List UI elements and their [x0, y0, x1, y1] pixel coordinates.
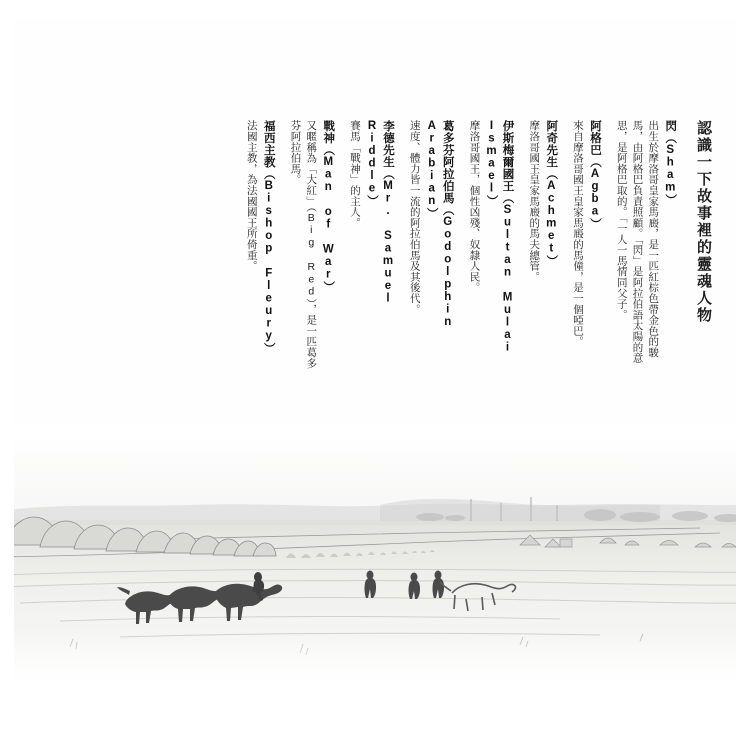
character-name: 李德先生（Mr. Samuel Riddle）: [366, 120, 394, 305]
page-top-margin: [0, 0, 750, 18]
character-description: 賽馬「戰神」的主人。: [349, 120, 361, 228]
character-entry-1: [569, 120, 603, 370]
character-entry-6: [287, 120, 337, 370]
character-entry-4: [406, 120, 456, 370]
character-name: 福西主教（Bishop Fleury）: [262, 120, 275, 355]
page-title: 認識一下故事裡的靈魂人物: [695, 120, 713, 324]
character-description: 來自摩洛哥國王皇家馬廄的馬僮，是一個啞巴。: [572, 120, 584, 347]
character-description: 又暱稱為「大紅」（Big Red），是一匹葛多芬阿拉伯馬。: [289, 120, 318, 369]
character-name: 葛多芬阿拉伯馬（Godolphin Arabian）: [425, 120, 454, 329]
character-entry-3: [466, 120, 516, 370]
character-entry-0: [613, 120, 678, 370]
character-description: 摩洛哥國王，個性凶殘、奴隸人民。: [468, 120, 481, 293]
character-name: 閃（Sham）: [664, 120, 677, 206]
page-right-margin: [736, 0, 750, 750]
character-entry-2: [526, 120, 560, 370]
page-left-margin: [0, 0, 14, 750]
character-description: 摩洛哥國王皇家馬廄的馬夫總管。: [528, 120, 541, 282]
desert-horses-watercolor-illustration: [0, 425, 750, 685]
character-name: 戰神（Man of War）: [322, 120, 335, 293]
page-bottom-margin: [0, 685, 750, 750]
character-name: 伊斯梅爾國王（Sultan Mulai Ismael）: [485, 120, 514, 354]
character-name: 阿格巴（Agba）: [589, 120, 601, 230]
character-name: 阿奇先生（Achmet）: [545, 120, 558, 267]
character-list: [40, 120, 720, 420]
character-description: 出生於摩洛哥皇家馬廄，是一匹紅棕色帶金色的駿馬，由阿格巴負責照顧。「閃」是阿拉伯語太陽的意思，是阿格巴取的。「一人一馬情同父子。: [615, 120, 660, 364]
character-entry-5: [346, 120, 396, 370]
character-entry-7: [243, 120, 277, 370]
character-description: 法國主教，為法國國王所倚重。: [245, 120, 258, 272]
character-description: 速度、體力皆一流的阿拉伯馬及其後代。: [408, 120, 421, 315]
